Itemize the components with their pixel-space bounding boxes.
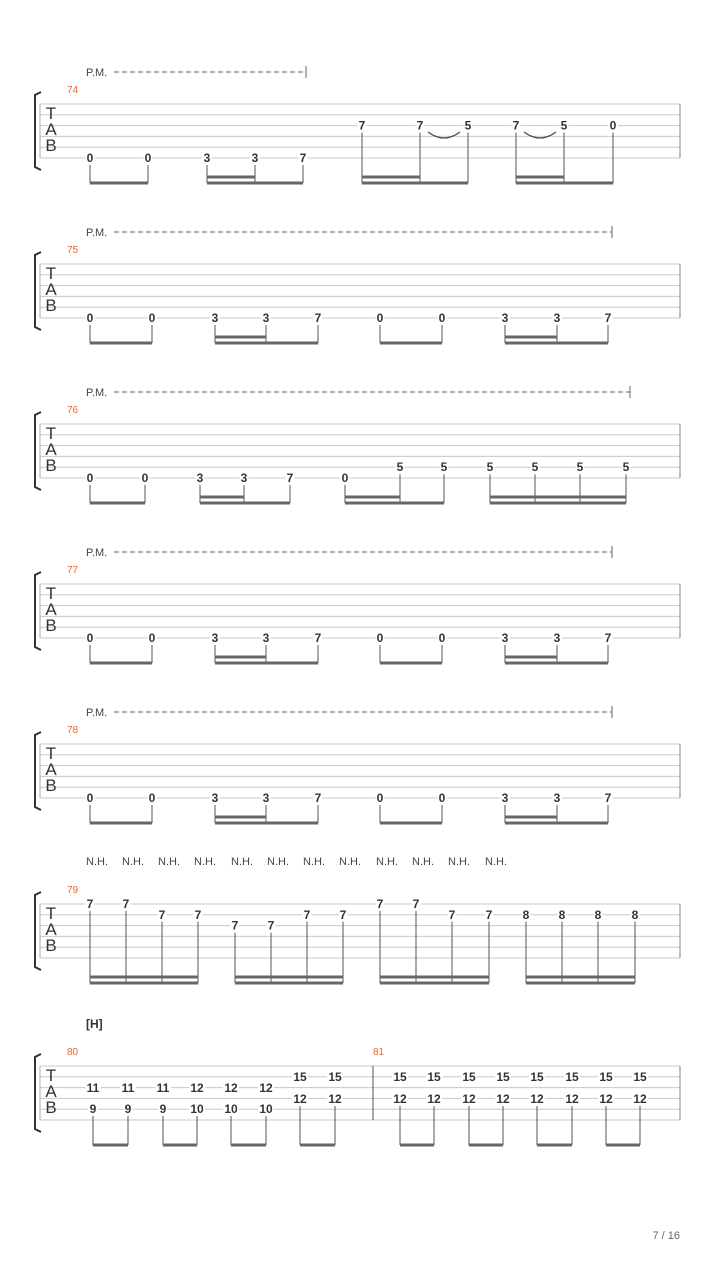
palm-mute-label: P.M. [86, 227, 108, 239]
fret-number: 7 [314, 311, 322, 325]
fret-number: 0 [86, 631, 94, 645]
fret-number: 7 [604, 311, 612, 325]
secondary-beam [362, 176, 420, 179]
page-number: 7 / 16 [652, 1230, 680, 1242]
tab-clef-letter: B [45, 136, 57, 155]
fret-number: 5 [622, 460, 630, 475]
palm-mute-label: P.M. [86, 387, 108, 399]
secondary-beam [380, 976, 489, 979]
fret-number: 3 [262, 311, 270, 325]
natural-harmonic-label: N.H. [376, 856, 398, 868]
fret-number: 7 [267, 918, 275, 933]
tab-clef-letter: T [45, 744, 57, 763]
fret-number: 12 [427, 1092, 441, 1106]
primary-beam [537, 1144, 572, 1147]
tab-clef-letter: B [45, 776, 57, 795]
fret-number: 8 [522, 907, 530, 922]
primary-beam [90, 342, 152, 345]
primary-beam [300, 1144, 335, 1147]
fret-number: 0 [341, 471, 349, 485]
fret-number: 15 [496, 1070, 510, 1084]
tab-clef-letter: A [45, 1082, 57, 1101]
fret-number: 9 [89, 1102, 97, 1116]
fret-number: 3 [240, 471, 248, 485]
fret-number: 5 [396, 460, 404, 475]
secondary-beam [516, 176, 564, 179]
fret-number: 15 [565, 1070, 579, 1084]
fret-number: 15 [328, 1070, 342, 1084]
fret-number: 0 [376, 311, 384, 325]
tab-clef-letter: A [45, 760, 57, 779]
fret-number: 0 [144, 151, 152, 165]
primary-beam [345, 502, 444, 505]
primary-beam [215, 342, 318, 345]
measure-number: 74 [67, 85, 79, 96]
tab-clef-letter: B [45, 456, 57, 475]
primary-beam [505, 822, 608, 825]
fret-number: 7 [376, 897, 384, 911]
fret-number: 15 [427, 1070, 441, 1084]
primary-beam [231, 1144, 266, 1147]
fret-number: 12 [565, 1092, 579, 1106]
fret-number: 0 [376, 791, 384, 805]
palm-mute-label: P.M. [86, 547, 108, 559]
fret-number: 7 [314, 631, 322, 645]
secondary-beam [215, 656, 266, 659]
secondary-beam [200, 496, 244, 499]
measure-number: 79 [67, 885, 79, 896]
fret-number: 7 [358, 118, 366, 133]
primary-beam [90, 502, 145, 505]
primary-beam [490, 502, 626, 505]
primary-beam [90, 182, 148, 185]
tab-clef-letter: B [45, 616, 57, 635]
fret-number: 3 [501, 791, 509, 805]
natural-harmonic-label: N.H. [267, 856, 289, 868]
primary-beam [505, 662, 608, 665]
secondary-beam [215, 816, 266, 819]
primary-beam [362, 182, 468, 185]
natural-harmonic-label: N.H. [194, 856, 216, 868]
fret-number: 11 [121, 1081, 135, 1095]
fret-number: 0 [438, 791, 446, 805]
measure-number: 77 [67, 565, 79, 576]
natural-harmonic-label: N.H. [485, 856, 507, 868]
tab-clef-letter: T [45, 424, 57, 443]
fret-number: 0 [438, 311, 446, 325]
section-marker: [H] [86, 1017, 103, 1031]
secondary-beam [215, 336, 266, 339]
fret-number: 7 [122, 897, 130, 911]
fret-number: 3 [211, 791, 219, 805]
fret-number: 10 [190, 1102, 204, 1116]
primary-beam [516, 182, 613, 185]
fret-number: 15 [633, 1070, 647, 1084]
fret-number: 0 [86, 471, 94, 485]
fret-number: 3 [501, 311, 509, 325]
fret-number: 3 [211, 311, 219, 325]
secondary-beam [235, 976, 343, 979]
fret-number: 7 [286, 471, 294, 485]
fret-number: 7 [339, 907, 347, 922]
primary-beam [90, 982, 198, 985]
tab-clef-letter: A [45, 120, 57, 139]
fret-number: 12 [599, 1092, 613, 1106]
primary-beam [163, 1144, 197, 1147]
secondary-beam [207, 176, 255, 179]
fret-number: 7 [604, 631, 612, 645]
primary-beam [469, 1144, 503, 1147]
fret-number: 15 [599, 1070, 613, 1084]
primary-beam [505, 342, 608, 345]
fret-number: 7 [512, 118, 520, 133]
primary-beam [235, 982, 343, 985]
fret-number: 0 [86, 151, 94, 165]
primary-beam [200, 502, 290, 505]
natural-harmonic-label: N.H. [448, 856, 470, 868]
natural-harmonic-label: N.H. [86, 856, 108, 868]
fret-number: 12 [496, 1092, 510, 1106]
fret-number: 9 [159, 1102, 167, 1116]
secondary-beam [90, 976, 198, 979]
fret-number: 11 [86, 1081, 100, 1095]
palm-mute-label: P.M. [86, 67, 108, 79]
primary-beam [90, 662, 152, 665]
fret-number: 0 [609, 118, 617, 133]
measure-number: 76 [67, 405, 79, 416]
tab-clef-letter: B [45, 296, 57, 315]
fret-number: 3 [203, 151, 211, 165]
primary-beam [380, 822, 442, 825]
measure-number: 75 [67, 245, 79, 256]
primary-beam [380, 342, 442, 345]
fret-number: 8 [558, 907, 566, 922]
fret-number: 12 [633, 1092, 647, 1106]
secondary-beam [490, 496, 626, 499]
fret-number: 3 [553, 791, 561, 805]
primary-beam [380, 662, 442, 665]
fret-number: 0 [438, 631, 446, 645]
primary-beam [90, 822, 152, 825]
fret-number: 12 [328, 1092, 342, 1106]
secondary-beam [526, 976, 635, 979]
fret-number: 3 [196, 471, 204, 485]
fret-number: 8 [594, 907, 602, 922]
secondary-beam [505, 336, 557, 339]
fret-number: 12 [530, 1092, 544, 1106]
tie-arc [428, 132, 460, 138]
tab-clef-letter: T [45, 1066, 57, 1085]
fret-number: 12 [393, 1092, 407, 1106]
fret-number: 15 [462, 1070, 476, 1084]
secondary-beam [505, 816, 557, 819]
fret-number: 11 [156, 1081, 170, 1095]
tab-clef-letter: A [45, 440, 57, 459]
fret-number: 7 [303, 907, 311, 922]
tab-clef-letter: B [45, 936, 57, 955]
fret-number: 12 [190, 1081, 204, 1095]
tab-clef-letter: T [45, 104, 57, 123]
fret-number: 0 [141, 471, 149, 485]
fret-number: 15 [293, 1070, 307, 1084]
fret-number: 0 [376, 631, 384, 645]
fret-number: 5 [464, 118, 472, 133]
fret-number: 0 [148, 791, 156, 805]
measure-number: 80 [67, 1047, 79, 1058]
fret-number: 12 [293, 1092, 307, 1106]
fret-number: 7 [416, 118, 424, 133]
natural-harmonic-label: N.H. [412, 856, 434, 868]
primary-beam [215, 662, 318, 665]
fret-number: 3 [211, 631, 219, 645]
fret-number: 5 [560, 118, 568, 133]
secondary-beam [505, 656, 557, 659]
fret-number: 3 [262, 791, 270, 805]
natural-harmonic-label: N.H. [122, 856, 144, 868]
palm-mute-label: P.M. [86, 707, 108, 719]
primary-beam [400, 1144, 434, 1147]
primary-beam [380, 982, 489, 985]
fret-number: 7 [604, 791, 612, 805]
tab-clef-letter: T [45, 264, 57, 283]
tab-clef-letter: A [45, 600, 57, 619]
fret-number: 12 [259, 1081, 273, 1095]
fret-number: 0 [86, 311, 94, 325]
primary-beam [215, 822, 318, 825]
tab-clef-letter: T [45, 904, 57, 923]
tab-clef-letter: A [45, 280, 57, 299]
fret-number: 3 [501, 631, 509, 645]
fret-number: 7 [314, 791, 322, 805]
primary-beam [526, 982, 635, 985]
fret-number: 5 [531, 460, 539, 475]
natural-harmonic-label: N.H. [158, 856, 180, 868]
measure-number: 81 [373, 1047, 385, 1058]
fret-number: 0 [86, 791, 94, 805]
fret-number: 7 [412, 897, 420, 911]
fret-number: 0 [148, 311, 156, 325]
measure-number: 78 [67, 725, 79, 736]
primary-beam [207, 182, 303, 185]
fret-number: 3 [251, 151, 259, 165]
fret-number: 15 [393, 1070, 407, 1084]
fret-number: 7 [485, 907, 493, 922]
fret-number: 7 [158, 907, 166, 922]
fret-number: 3 [553, 311, 561, 325]
fret-number: 15 [530, 1070, 544, 1084]
tab-clef-letter: A [45, 920, 57, 939]
fret-number: 9 [124, 1102, 132, 1116]
fret-number: 7 [231, 918, 239, 933]
fret-number: 7 [448, 907, 456, 922]
fret-number: 5 [440, 460, 448, 475]
tab-clef-letter: B [45, 1098, 57, 1117]
fret-number: 7 [299, 151, 307, 165]
fret-number: 5 [576, 460, 584, 475]
fret-number: 10 [259, 1102, 273, 1116]
fret-number: 12 [462, 1092, 476, 1106]
secondary-beam [345, 496, 400, 499]
fret-number: 8 [631, 907, 639, 922]
tie-arc [524, 132, 556, 138]
primary-beam [606, 1144, 640, 1147]
fret-number: 10 [224, 1102, 238, 1116]
fret-number: 12 [224, 1081, 238, 1095]
natural-harmonic-label: N.H. [339, 856, 361, 868]
fret-number: 5 [486, 460, 494, 475]
natural-harmonic-label: N.H. [303, 856, 325, 868]
primary-beam [93, 1144, 128, 1147]
fret-number: 0 [148, 631, 156, 645]
natural-harmonic-label: N.H. [231, 856, 253, 868]
tab-clef-letter: T [45, 584, 57, 603]
fret-number: 3 [553, 631, 561, 645]
fret-number: 3 [262, 631, 270, 645]
fret-number: 7 [194, 907, 202, 922]
fret-number: 7 [86, 897, 94, 911]
